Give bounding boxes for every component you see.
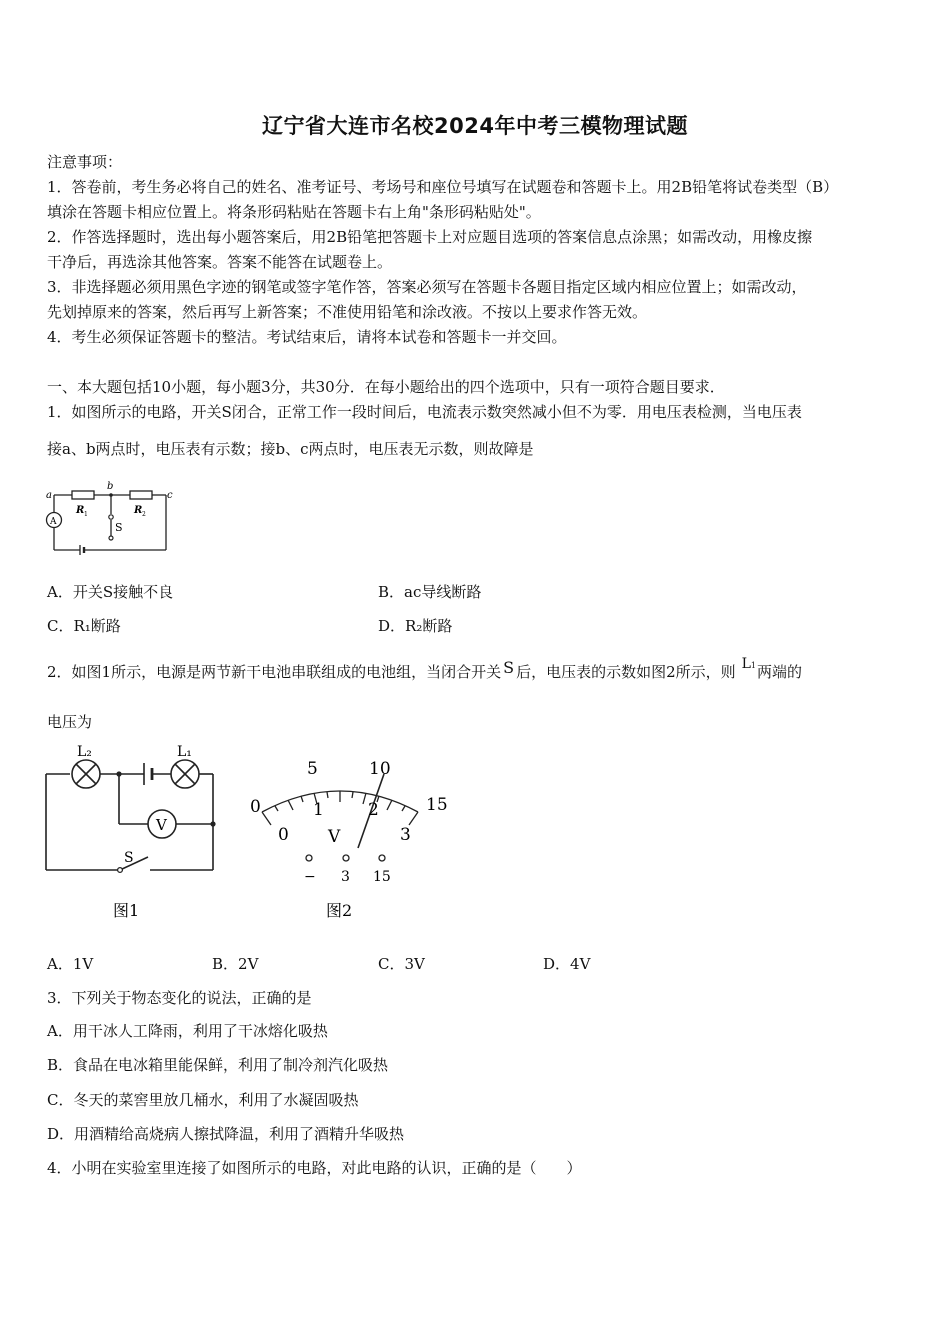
lamp-letter: L bbox=[741, 656, 751, 672]
terminal-label: − bbox=[304, 869, 316, 885]
q1-option-b: B．ac导线断路 bbox=[378, 583, 482, 601]
notice-heading: 注意事项： bbox=[47, 153, 123, 171]
q4-stem: 4．小明在实验室里连接了如图所示的电路，对此电路的认识，正确的是（ ） bbox=[47, 1159, 582, 1177]
r2-label: R bbox=[134, 505, 143, 516]
q2-option-c: C．3V bbox=[378, 955, 425, 973]
q2-stem-part1: 2．如图1所示，电源是两节新干电池串联组成的电池组，当闭合开关 bbox=[47, 663, 502, 681]
q2-stem-part3: 两端的 bbox=[757, 663, 803, 681]
point-a-label: a bbox=[46, 490, 52, 501]
dial-outer-label: 15 bbox=[426, 795, 448, 815]
q3-option-b: B．食品在电冰箱里能保鲜，利用了制冷剂汽化吸热 bbox=[47, 1056, 389, 1074]
notice-line: 干净后，再选涂其他答案。答案不能答在试题卷上。 bbox=[47, 253, 393, 271]
switch-symbol: S bbox=[503, 658, 515, 677]
q1-stem-line1: 1．如图所示的电路，开关S闭合，正常工作一段时间后，电流表示数突然减小但不为零．用电压表检测，当电压表 bbox=[47, 403, 802, 421]
q2-option-a: A．1V bbox=[47, 955, 94, 973]
lamp-subscript: 1 bbox=[750, 661, 756, 670]
q2-option-d: D．4V bbox=[543, 955, 591, 973]
notice-line: 2．作答选择题时，选出每小题答案后，用2B铅笔把答题卡上对应题目选项的答案信息点涂黑；如需改动，用橡皮擦 bbox=[47, 228, 813, 246]
dial-outer-label: 10 bbox=[369, 759, 391, 779]
fig2-caption: 图2 bbox=[326, 901, 353, 920]
q1-option-a: A．开关S接触不良 bbox=[47, 583, 174, 601]
page-title: 辽宁省大连市名校2024年中考三模物理试题 bbox=[262, 114, 688, 138]
notice-line: 填涂在答题卡相应位置上。将条形码粘贴在答题卡右上角"条形码粘贴处"。 bbox=[47, 203, 541, 221]
point-c-label: c bbox=[167, 490, 173, 501]
ammeter-label: A bbox=[50, 517, 57, 527]
dial-outer-label: 0 bbox=[250, 797, 261, 817]
r1-label: R bbox=[76, 505, 85, 516]
q1-circuit-diagram bbox=[44, 478, 179, 558]
dial-inner-label: 0 bbox=[278, 825, 289, 845]
q3-option-c: C．冬天的菜窖里放几桶水，利用了水凝固吸热 bbox=[47, 1091, 359, 1109]
r2-subscript: 2 bbox=[142, 511, 146, 518]
notice-line: 3．非选择题必须用黑色字迹的钢笔或签字笔作答，答案必须写在答题卡各题目指定区域内相应位置上；如需改动， bbox=[47, 278, 807, 296]
lamp-symbol bbox=[736, 656, 757, 672]
q2-option-b: B．2V bbox=[212, 955, 259, 973]
q2-stem-line1 bbox=[47, 656, 907, 685]
q2-figure2-voltmeter bbox=[240, 752, 465, 924]
q3-option-d: D．用酒精给高烧病人擦拭降温，利用了酒精升华吸热 bbox=[47, 1125, 405, 1143]
section-heading: 一、本大题包括10小题，每小题3分，共30分．在每小题给出的四个选项中，只有一项符合题目要求． bbox=[47, 378, 725, 396]
notice-line: 1．答卷前，考生务必将自己的姓名、准考证号、考场号和座位号填写在试题卷和答题卡上。用2B铅笔将试卷类型（B） bbox=[47, 178, 839, 196]
q1-option-d: D．R₂断路 bbox=[378, 617, 453, 635]
notice-line: 4．考生必须保证答题卡的整洁。考试结束后，请将本试卷和答题卡一并交回。 bbox=[47, 328, 567, 346]
terminal-label: 3 bbox=[341, 869, 350, 885]
q3-stem: 3．下列关于物态变化的说法，正确的是 bbox=[47, 989, 312, 1007]
q1-stem-line2: 接a、b两点时，电压表有示数；接b、c两点时，电压表无示数，则故障是 bbox=[47, 440, 534, 458]
q1-option-c: C．R₁断路 bbox=[47, 617, 121, 635]
fig1-l1-label: L₁ bbox=[177, 744, 192, 760]
terminal-label: 15 bbox=[373, 869, 391, 885]
point-b-label: b bbox=[107, 481, 114, 492]
dial-inner-label: 2 bbox=[368, 800, 379, 820]
notice-line: 先划掉原来的答案，然后再写上新答案；不准使用铅笔和涂改液。不按以上要求作答无效。 bbox=[47, 303, 648, 321]
dial-unit-label: V bbox=[328, 827, 341, 847]
fig1-voltmeter-label: V bbox=[156, 816, 167, 834]
fig1-caption: 图1 bbox=[113, 901, 140, 920]
q2-figure1-circuit bbox=[40, 738, 225, 923]
q3-option-a: A．用干冰人工降雨，利用了干冰熔化吸热 bbox=[47, 1022, 328, 1040]
dial-inner-label: 3 bbox=[400, 825, 411, 845]
fig1-switch-label: S bbox=[124, 850, 134, 866]
q2-stem-part2: 后，电压表的示数如图2所示，则 bbox=[516, 663, 736, 681]
r1-subscript: 1 bbox=[84, 511, 88, 518]
dial-outer-label: 5 bbox=[307, 759, 318, 779]
switch-label: S bbox=[115, 521, 123, 534]
q2-stem-line2: 电压为 bbox=[47, 713, 93, 731]
fig1-l2-label: L₂ bbox=[77, 744, 92, 760]
dial-inner-label: 1 bbox=[313, 800, 324, 820]
